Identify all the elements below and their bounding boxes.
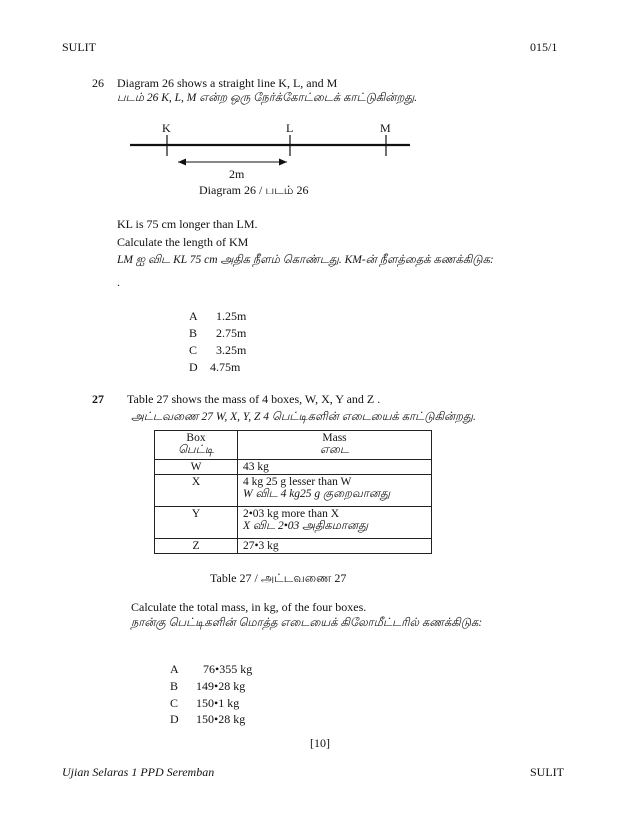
header-box-ta: பெட்டி	[178, 444, 214, 456]
mass-cell	[238, 475, 432, 507]
q27-option-b-letter: B	[170, 679, 179, 693]
page-marks: [10]	[310, 736, 330, 750]
footer-school: Ujian Selaras 1 PPD Seremban	[62, 765, 215, 779]
q27-option-a-value: 76•355 kg	[203, 662, 253, 676]
header-sulit: SULIT	[62, 40, 96, 54]
box-cell: Y	[155, 507, 238, 539]
q26-option-d-letter: D	[189, 360, 198, 374]
q26-text-ta: LM ஐ விட KL 75 cm அதிக நீளம் கொண்டது. KM-ன் நீளத்தைக் கணக்கிடுக:	[117, 254, 494, 266]
footer-sulit: SULIT	[530, 765, 564, 779]
box-cell: Z	[155, 539, 238, 554]
table-row	[155, 460, 432, 475]
header-box-en: Box	[186, 432, 206, 444]
q26-option-c-value: 3.25m	[216, 343, 247, 357]
header-box-cell	[155, 431, 238, 460]
mass-en: 4 kg 25 g lesser than W	[243, 476, 352, 488]
mass-cell	[238, 460, 432, 475]
arrowhead-left	[178, 159, 186, 166]
q26-stem-en: Diagram 26 shows a straight line K, L, and M	[117, 76, 338, 90]
q27-option-d-value: 150•28 kg	[196, 712, 246, 726]
box-cell: X	[155, 475, 238, 507]
header-mass-ta: எடை	[319, 444, 349, 456]
mass-cell	[238, 539, 432, 554]
point-label-m: M	[380, 121, 391, 135]
mass-en: 2•03 kg more than X	[243, 508, 340, 520]
table-row	[155, 507, 432, 539]
mass-cell	[238, 507, 432, 539]
point-label-l: L	[286, 121, 294, 135]
mass-ta: W விட 4 kg25 g குறைவானது	[243, 488, 391, 500]
q27-option-b-value: 149•28 kg	[196, 679, 246, 693]
q26-option-b-letter: B	[189, 326, 198, 340]
q26-option-a-letter: A	[189, 309, 198, 323]
mass-en: 43 kg	[243, 461, 269, 473]
q27-text-1: Calculate the total mass, in kg, of the four boxes.	[131, 600, 367, 614]
diagram-26-caption: Diagram 26 / படம் 26	[199, 183, 309, 197]
q26-text-1: KL is 75 cm longer than LM.	[117, 217, 258, 231]
q27-option-c-value: 150•1 kg	[196, 696, 240, 710]
table-27-caption: Table 27 / அட்டவணை 27	[210, 571, 347, 585]
table-row	[155, 539, 432, 554]
q26-number: 26	[92, 76, 104, 90]
q27-number: 27	[92, 392, 104, 406]
header-mass-en: Mass	[322, 432, 347, 444]
q27-option-c-letter: C	[170, 696, 179, 710]
q26-option-d-value: 4.75m	[210, 360, 241, 374]
q27-stem-en: Table 27 shows the mass of 4 boxes, W, X, Y and Z .	[127, 392, 381, 406]
q27-stem-ta: அட்டவணை 27 W, X, Y, Z 4 பெட்டிகளின் எடையைக் காட்டுகின்றது.	[131, 411, 476, 423]
table-header-row	[155, 431, 432, 460]
q27-option-d-letter: D	[170, 712, 179, 726]
q27-option-a-letter: A	[170, 662, 179, 676]
q27-text-ta: நான்கு பெட்டிகளின் மொத்த எடையைக் கிலோமீட்டரில் கணக்கிடுக:	[131, 617, 483, 629]
header-paper-code: 015/1	[530, 40, 558, 54]
header-mass-cell	[238, 431, 432, 460]
box-cell: W	[155, 460, 238, 475]
mass-ta: X விட 2•03 அதிகமானது	[243, 520, 369, 532]
table-row	[155, 475, 432, 507]
q26-option-a-value: 1.25m	[216, 309, 247, 323]
point-label-k: K	[162, 121, 171, 135]
q26-stray-dot: .	[117, 275, 120, 289]
mass-en: 27•3 kg	[243, 540, 279, 552]
measure-label: 2m	[229, 167, 245, 181]
mass-table	[154, 430, 432, 554]
q26-option-b-value: 2.75m	[216, 326, 247, 340]
arrowhead-right	[279, 159, 287, 166]
q26-text-2: Calculate the length of KM	[117, 235, 249, 249]
q26-stem-ta: படம் 26 K, L, M என்ற ஒரு நேர்க்கோட்டைக் காட்டுகின்றது.	[117, 92, 418, 104]
q26-option-c-letter: C	[189, 343, 198, 357]
